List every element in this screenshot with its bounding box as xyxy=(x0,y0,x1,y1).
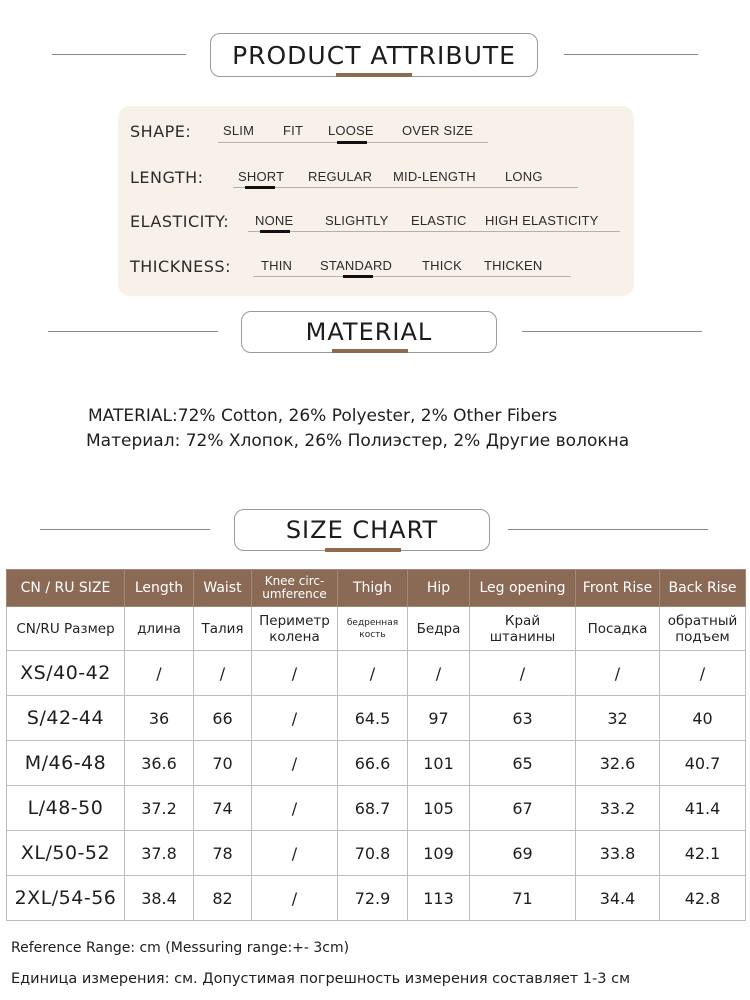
table-cell: 63 xyxy=(470,696,576,741)
table-cell: 68.7 xyxy=(338,786,408,831)
column-header-ru: Посадка xyxy=(576,607,660,651)
measurement-note-ru: Единица измерения: см. Допустимая погрешность измерения составляет 1-3 см xyxy=(11,971,631,987)
column-header: Waist xyxy=(194,570,252,607)
table-cell: 34.4 xyxy=(576,876,660,921)
size-table xyxy=(6,569,746,921)
table-cell: 65 xyxy=(470,741,576,786)
column-header-ru: Край штанины xyxy=(470,607,576,651)
attribute-label-length: LENGTH: xyxy=(130,168,204,187)
attribute-label-shape: SHAPE: xyxy=(130,122,192,141)
table-cell: 64.5 xyxy=(338,696,408,741)
attribute-option: SLIGHTLY xyxy=(325,213,389,228)
size-cell: M/46-48 xyxy=(7,741,125,786)
table-cell: 70 xyxy=(194,741,252,786)
divider-line xyxy=(40,529,210,530)
heading-accent-bar xyxy=(325,548,401,552)
table-cell: 36.6 xyxy=(125,741,194,786)
table-cell: / xyxy=(252,696,338,741)
section-heading-material xyxy=(241,311,497,353)
table-cell: / xyxy=(252,831,338,876)
table-cell: 33.2 xyxy=(576,786,660,831)
table-cell: 32 xyxy=(576,696,660,741)
attribute-option: SLIM xyxy=(223,123,255,138)
column-header: CN / RU SIZE xyxy=(7,570,125,607)
table-cell: 97 xyxy=(408,696,470,741)
attribute-rule xyxy=(253,276,571,277)
material-ru: Материал: 72% Хлопок, 26% Полиэстер, 2% Другие волокна xyxy=(86,431,630,451)
size-cell: S/42-44 xyxy=(7,696,125,741)
table-cell: 74 xyxy=(194,786,252,831)
section-title: PRODUCT ATTRIBUTE xyxy=(232,40,516,70)
divider-line xyxy=(508,529,708,530)
table-cell: 78 xyxy=(194,831,252,876)
table-cell: 42.1 xyxy=(660,831,746,876)
divider-line xyxy=(48,331,218,332)
table-cell: 101 xyxy=(408,741,470,786)
table-cell: 113 xyxy=(408,876,470,921)
column-header: Thigh xyxy=(338,570,408,607)
selected-marker xyxy=(337,141,367,144)
selected-marker xyxy=(343,275,373,278)
attribute-option: THICKEN xyxy=(484,258,543,273)
table-cell: / xyxy=(408,651,470,696)
table-cell: / xyxy=(338,651,408,696)
table-row xyxy=(7,876,746,921)
table-cell: 37.2 xyxy=(125,786,194,831)
table-cell: 82 xyxy=(194,876,252,921)
selected-marker xyxy=(260,230,290,233)
table-cell: 66 xyxy=(194,696,252,741)
table-cell: 66.6 xyxy=(338,741,408,786)
column-header: Length xyxy=(125,570,194,607)
column-header: Back Rise xyxy=(660,570,746,607)
size-cell: XL/50-52 xyxy=(7,831,125,876)
attribute-option: THIN xyxy=(261,258,293,273)
column-header: Front Rise xyxy=(576,570,660,607)
size-cell: 2XL/54-56 xyxy=(7,876,125,921)
table-cell: 42.8 xyxy=(660,876,746,921)
table-cell: 40.7 xyxy=(660,741,746,786)
attribute-label-thickness: THICKNESS: xyxy=(130,257,231,276)
table-cell: / xyxy=(252,876,338,921)
table-header-row xyxy=(7,570,746,607)
table-cell: 38.4 xyxy=(125,876,194,921)
heading-accent-bar xyxy=(332,349,408,353)
attribute-label-elasticity: ELASTICITY: xyxy=(130,212,230,231)
table-cell: / xyxy=(252,786,338,831)
section-title: MATERIAL xyxy=(305,318,433,346)
table-header-row-ru xyxy=(7,607,746,651)
column-header: Hip xyxy=(408,570,470,607)
attribute-option: MID-LENGTH xyxy=(393,169,476,184)
column-header-ru: обратный подъем xyxy=(660,607,746,651)
table-cell: 69 xyxy=(470,831,576,876)
table-cell: 67 xyxy=(470,786,576,831)
material-en: MATERIAL:72% Cotton, 26% Polyester, 2% Other Fibers xyxy=(88,406,558,426)
table-cell: 33.8 xyxy=(576,831,660,876)
column-header: Leg opening xyxy=(470,570,576,607)
table-cell: 72.9 xyxy=(338,876,408,921)
attribute-option-selected: NONE xyxy=(255,213,294,228)
table-row xyxy=(7,741,746,786)
table-cell: 109 xyxy=(408,831,470,876)
section-title: SIZE CHART xyxy=(285,516,439,544)
attribute-option-selected: STANDARD xyxy=(320,258,393,273)
size-cell: XS/40-42 xyxy=(7,651,125,696)
table-row xyxy=(7,696,746,741)
column-header: Knee circ-umference xyxy=(252,570,338,607)
table-row xyxy=(7,831,746,876)
column-header-ru: Периметр колена xyxy=(252,607,338,651)
table-cell: 105 xyxy=(408,786,470,831)
column-header-ru: длина xyxy=(125,607,194,651)
table-cell: 41.4 xyxy=(660,786,746,831)
divider-line xyxy=(564,54,698,55)
attribute-option: FIT xyxy=(283,123,304,138)
table-cell: / xyxy=(252,651,338,696)
attribute-option: ELASTIC xyxy=(411,213,467,228)
table-cell: 70.8 xyxy=(338,831,408,876)
reference-range-note: Reference Range: cm (Messuring range:+- 3cm) xyxy=(11,940,350,956)
section-heading-size-chart xyxy=(234,509,490,551)
table-row xyxy=(7,786,746,831)
attribute-option: LONG xyxy=(505,169,543,184)
section-heading-product-attribute xyxy=(210,33,538,77)
table-cell: 37.8 xyxy=(125,831,194,876)
column-header-ru: Бедра xyxy=(408,607,470,651)
attribute-option: REGULAR xyxy=(308,169,373,184)
column-header-ru: CN/RU Размер xyxy=(7,607,125,651)
column-header-ru: бедренная кость xyxy=(338,607,408,651)
column-header-ru: Талия xyxy=(194,607,252,651)
heading-accent-bar xyxy=(336,73,412,77)
divider-line xyxy=(522,331,702,332)
selected-marker xyxy=(245,186,275,189)
table-cell: / xyxy=(576,651,660,696)
size-cell: L/48-50 xyxy=(7,786,125,831)
table-row xyxy=(7,651,746,696)
divider-line xyxy=(52,54,186,55)
table-cell: / xyxy=(125,651,194,696)
attribute-option: THICK xyxy=(422,258,462,273)
table-cell: 32.6 xyxy=(576,741,660,786)
table-cell: / xyxy=(660,651,746,696)
attribute-rule xyxy=(248,231,620,232)
attribute-option: HIGH ELASTICITY xyxy=(485,213,599,228)
table-cell: / xyxy=(194,651,252,696)
table-cell: / xyxy=(470,651,576,696)
table-cell: / xyxy=(252,741,338,786)
attribute-rule xyxy=(233,187,578,188)
table-cell: 71 xyxy=(470,876,576,921)
table-cell: 36 xyxy=(125,696,194,741)
attribute-option: OVER SIZE xyxy=(402,123,474,138)
attribute-option-selected: SHORT xyxy=(238,169,285,184)
table-cell: 40 xyxy=(660,696,746,741)
attribute-option-selected: LOOSE xyxy=(328,123,374,138)
